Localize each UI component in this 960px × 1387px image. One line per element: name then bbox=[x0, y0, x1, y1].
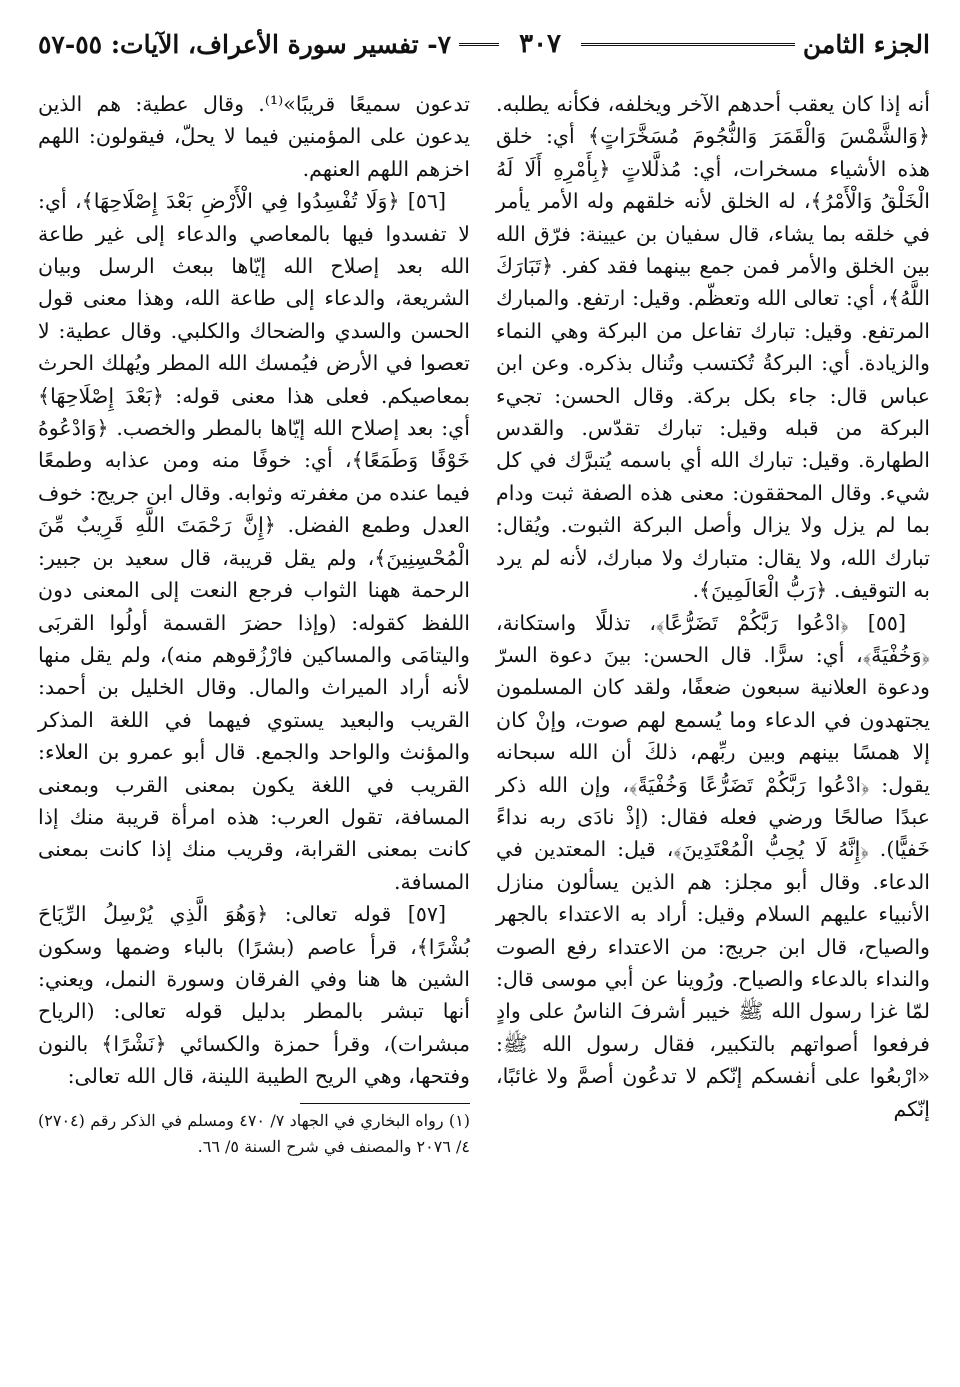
paragraph: أنه إذا كان يعقب أحدهم الآخر ويخلفه، فكأنه يطلبه. ﴿وَالشَّمْسَ وَالْقَمَرَ وَالنُّجُومَ مُسَخَّرَاتٍ﴾ أي: خلق هذه الأشياء مسخرات، أي: مُذلَّلاتٍ ﴿بِأَمْرِهِ أَلَا لَهُ الْخَلْقُ وَالْأَمْرُ﴾، له الخلق لأنه خلقهم وله الأمر يأمر في خلقه بما يشاء، قال سفيان بن عيينة: فرّق الله بين الخلق والأمر فمن جمع بينهما فقد كفر. ﴿تَبَارَكَ اللَّهُ﴾، أي: تعالى الله وتعظّم. وقيل: ارتفع. والمبارك المرتفع. وقيل: تبارك تفاعل من البركة وهي النماء والزيادة. أي: البركةُ تُكتسب وتُنال بذكره. وعن ابن عباس قال: جاء بكل بركة. وقال الحسن: تجيء البركة من قبله وقيل: تبارك تقدّس. والقدس الطهارة. وقيل: تبارك الله أي باسمه يُتبرَّك في كل شيء. وقال المحققون: معنى هذه الصفة ثبت ودام بما لم يزل ولا يزال وأصل البركة الثبوت. ويُقال: تبارك الله، ولا يقال: متبارك ولا مبارك، لأنه لم يرد به التوقيف. ﴿رَبُّ الْعَالَمِينَ﴾. bbox=[496, 92, 930, 603]
header-rule bbox=[581, 43, 795, 46]
chapter-title: ٧- تفسير سورة الأعراف، الآيات: ٥٥-٥٧ bbox=[38, 29, 452, 59]
paragraph: [٥٦] ﴿وَلَا تُفْسِدُوا فِي الْأَرْضِ بَعْدَ إِصْلَاحِهَا﴾، أي: لا تفسدوا فيها بالمعاصي والدعاء إلى غير طاعة الله بعد إصلاح الله إيّاها ببعث الرسل وبيان الشريعة، والدعاء إلى طاعة الله، وهذا معنى قول الحسن والسدي والضحاك والكلبي. وقال عطية: لا تعصوا في الأرض فيُمسك الله المطر ويُهلك الحرث بمعاصيكم. فعلى هذا معنى قوله: ﴿بَعْدَ إِصْلَاحِهَا﴾ أي: بعد إصلاح الله إيّاها بالمطر والخصب. ﴿وَادْعُوهُ خَوْفًا وَطَمَعًا﴾، أي: خوفًا منه ومن عذابه وطمعًا فيما عنده من مغفرته وثوابه. وقال ابن جريج: خوف العدل وطمع الفضل. ﴿إِنَّ رَحْمَتَ اللَّهِ قَرِيبٌ مِّنَ الْمُحْسِنِينَ﴾، ولم يقل قريبة، قال سعيد بن جبير: الرحمة ههنا الثواب فرجع النعت إلى المعنى دون اللفظ كقوله: (وإذا حضرَ القسمة أولُوا القربَى واليتامَى والمساكين فارْزُقوهم منه)، ولم يقل منها لأنه أراد الميراث والمال. وقال الخليل بن أحمد: القريب والبعيد يستوي فيهما في اللغة المذكر والمؤنث والواحد والجمع. قال أبو عمرو بن العلاء: القريب في اللغة يكون بمعنى القرب وبمعنى المسافة، تقول العرب: هذه امرأة قريبة منك إذا كانت بمعنى القرابة، وقريب منك إذا كانت بمعنى المسافة. bbox=[38, 189, 470, 894]
page-number: ٣٠٧ bbox=[519, 29, 562, 59]
footnote: (١) رواه البخاري في الجهاد ٧/ ٤٧٠ ومسلم في الذكر رقم (٢٧٠٤) ٤/ ٢٠٧٦ والمصنف في شرح السنة ٥/ ٦٦. bbox=[38, 1110, 470, 1156]
paragraph: [٥٥] ﴿ادْعُوا رَبَّكُمْ تَضَرُّعًا﴾، تذللًا واستكانة، ﴿وَخُفْيَةً﴾، أي: سرًّا. قال الحسن: بينَ دعوة السرّ ودعوة العلانية سبعون ضعفًا، ولقد كان المسلمون يجتهدون في الدعاء وما يُسمع لهم صوت، وإنْ كان إلا همسًا بينهم وبين ربِّهم، ذلكَ أن الله سبحانه يقول: ﴿ادْعُوا رَبَّكُمْ تَضَرُّعًا وَخُفْيَةً﴾، وإن الله ذكر عبدًا صالحًا ورضي فعله فقال: (إذْ نادَى ربه نداءً خَفيًّا). ﴿إِنَّهُ لَا يُحِبُّ الْمُعْتَدِينَ﴾، قيل: المعتدين في الدعاء. وقال أبو مجلز: هم الذين يسألون منازل الأنبياء عليهم السلام وقيل: أراد به الاعتداء بالجهر والصياح، قال ابن جريج: من الاعتداء رفع الصوت والنداء بالدعاء والصياح. ورُوينا عن أبي موسى قال: لمّا غزا رسول الله ﷺ خيبر أشرفَ الناسُ على وادٍ فرفعوا أصواتهم بالتكبير، فقال رسول الله ﷺ: «ارْبعُوا على أنفسكم إنّكم لا تدعُون أصمَّ ولا غائبًا، إنّكم bbox=[496, 610, 930, 1121]
paragraph: [٥٧] قوله تعالى: ﴿وَهُوَ الَّذِي يُرْسِلُ الرِّيَاحَ بُشْرًا﴾، قرأ عاصم (بشرًا) بالباء وضمها وسكون الشين ها هنا وفي الفرقان وسورة النمل، ويعني: أنها تبشر بالمطر بدليل قوله تعالى: (الرياح مبشرات)، وقرأ حمزة والكسائي ﴿نَشْرًا﴾ بالنون وفتحها، وهي الريح الطيبة اللينة، قال الله تعالى: bbox=[38, 902, 470, 1089]
paragraph: تدعون سميعًا قريبًا»⁽¹⁾. وقال عطية: هم الذين يدعون على المؤمنين فيما لا يحلّ، فيقولون: اللهم اخزهم اللهم العنهم. bbox=[38, 92, 470, 181]
page-header bbox=[38, 22, 930, 66]
part-label: الجزء الثامن bbox=[802, 29, 930, 59]
left-column bbox=[38, 88, 470, 1160]
footnote-rule bbox=[300, 1103, 470, 1104]
header-rule bbox=[459, 43, 499, 46]
right-column bbox=[496, 88, 930, 1125]
